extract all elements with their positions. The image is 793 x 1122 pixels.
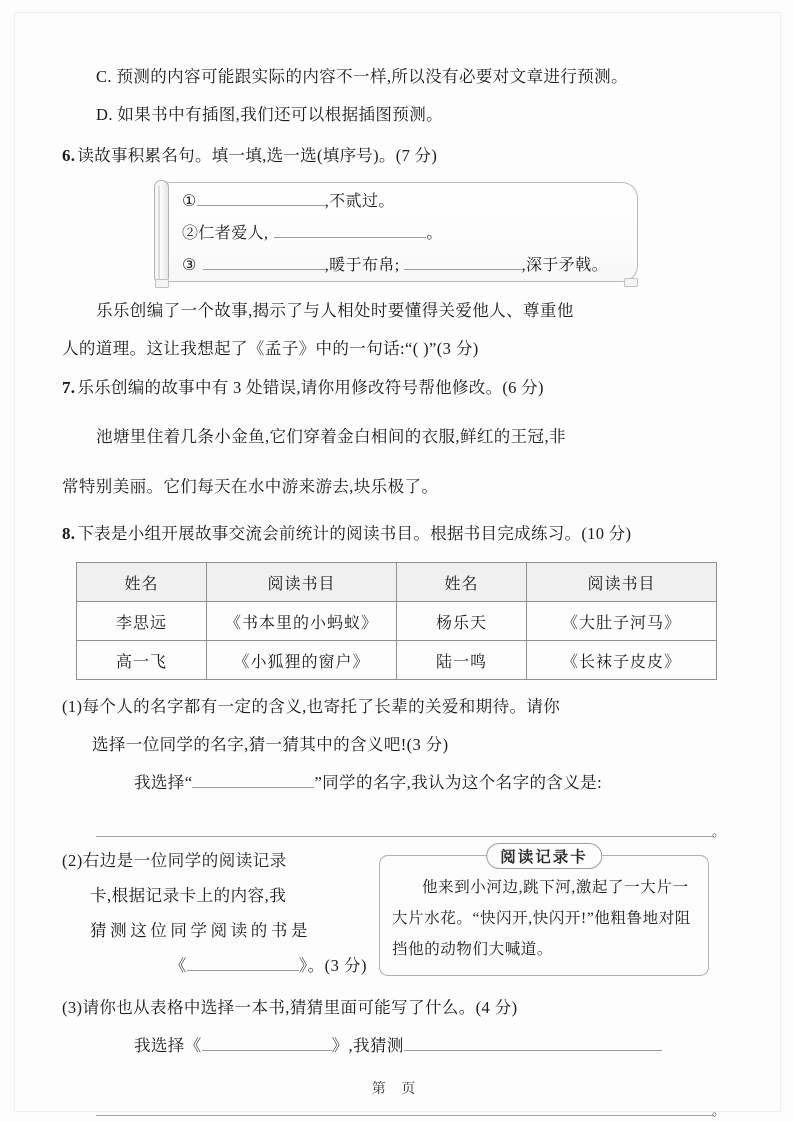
scroll-item-2 bbox=[182, 218, 626, 250]
question-6-paragraph-line-2: 人的道理。这让我想起了《孟子》中的一句话:“( )”(3 分) bbox=[62, 339, 479, 358]
scroll-foot-right bbox=[624, 278, 638, 287]
question-8-3-guess-blank[interactable] bbox=[404, 1033, 662, 1051]
question-6-number: 6. bbox=[62, 146, 76, 165]
table-cell-book: 《小狐狸的窗户》 bbox=[207, 641, 397, 680]
reading-record-card-text: 他来到小河边,跳下河,激起了一大片一大片水花。“快闪开,快闪开!”他粗鲁地对阻挡他的动物们大喊道。 bbox=[392, 879, 691, 958]
scroll-foot-left bbox=[155, 279, 169, 288]
scroll-item-2-head: 仁者爱人, bbox=[198, 225, 269, 242]
table-row bbox=[77, 602, 717, 641]
table-header-cell: 姓名 bbox=[397, 563, 527, 602]
question-6-paragraph-line-1: 乐乐创编了一个故事,揭示了与人相处时要懂得关爱他人、尊重他 bbox=[96, 301, 574, 320]
scroll-item-3-blank-a[interactable] bbox=[203, 252, 325, 270]
question-8-3-book-blank[interactable] bbox=[202, 1033, 332, 1051]
scroll-item-3-marker: ③ bbox=[182, 257, 197, 274]
table-cell-book: 《大肚子河马》 bbox=[527, 602, 717, 641]
question-8-2-block bbox=[62, 843, 734, 983]
option-d: D. 如果书中有插图,我们还可以根据插图预测。 bbox=[96, 105, 443, 124]
question-8-1-line-2: 选择一位同学的名字,猜一猜其中的含义吧!(3 分) bbox=[92, 735, 449, 754]
question-8-2-bracket-open: 《 bbox=[169, 956, 187, 975]
table-header-row bbox=[77, 563, 717, 602]
maxim-scroll-box bbox=[148, 180, 640, 284]
table-cell-book: 《书本里的小蚂蚁》 bbox=[207, 602, 397, 641]
page-footer: 第 页 bbox=[371, 1082, 422, 1097]
reading-list-table bbox=[76, 562, 717, 680]
question-8-2-book-blank[interactable] bbox=[187, 953, 299, 971]
question-8-3-period: 。 bbox=[711, 1103, 725, 1118]
question-7-stem: 乐乐创编的故事中有 3 处错误,请你用修改符号帮他修改。(6 分) bbox=[77, 378, 544, 397]
question-8-1-name-blank[interactable] bbox=[192, 770, 314, 788]
question-8-stem-row bbox=[62, 516, 734, 552]
scroll-item-1-blank[interactable] bbox=[197, 188, 325, 206]
question-8-3-answer-row bbox=[62, 1027, 734, 1065]
scroll-item-3-blank-b[interactable] bbox=[404, 252, 522, 270]
question-8-number: 8. bbox=[62, 524, 76, 543]
question-7-text-line-1: 池塘里住着几条小金鱼,它们穿着金白相间的衣服,鲜红的王冠,非 bbox=[96, 427, 566, 446]
reading-record-card bbox=[379, 849, 709, 976]
question-8-2-line-3: 猜测这位同学阅读的书是 bbox=[90, 921, 312, 940]
table-cell-name: 杨乐天 bbox=[397, 602, 527, 641]
table-cell-name: 高一飞 bbox=[77, 641, 207, 680]
scroll-item-1 bbox=[182, 186, 626, 218]
option-c: C. 预测的内容可能跟实际的内容不一样,所以没有必要对文章进行预测。 bbox=[96, 67, 628, 86]
question-8-1-line-1: (1)每个人的名字都有一定的含义,也寄托了长辈的关爱和期待。请你 bbox=[62, 697, 561, 716]
scroll-item-3-mid: ,暖于布帛; bbox=[324, 257, 400, 274]
scroll-item-1-tail: ,不贰过。 bbox=[324, 193, 395, 210]
question-8-2-answer-tail: 》。(3 分) bbox=[298, 956, 367, 975]
table-row bbox=[77, 641, 717, 680]
question-8-3-line-1: (3)请你也从表格中选择一本书,猜猜里面可能写了什么。(4 分) bbox=[62, 998, 518, 1017]
question-6-stem: 读故事积累名句。填一填,选一选(填序号)。(7 分) bbox=[77, 146, 438, 165]
table-header-cell: 阅读书目 bbox=[207, 563, 397, 602]
question-8-2-line-2: 卡,根据记录卡上的内容,我 bbox=[90, 886, 287, 905]
question-8-3-answer-head: 我选择《 bbox=[134, 1036, 202, 1055]
question-6-stem-row bbox=[62, 138, 734, 174]
question-8-2-line-1: (2)右边是一位同学的阅读记录 bbox=[62, 851, 287, 870]
question-8-2-text bbox=[62, 843, 367, 983]
question-8-1-answer-mid: ”同学的名字,我认为这个名字的含义是: bbox=[314, 773, 603, 792]
question-8-2-answer-row bbox=[62, 948, 367, 983]
question-8-1-answer-row bbox=[62, 764, 734, 802]
question-8-1-answer-rule[interactable] bbox=[96, 802, 725, 839]
table-header-cell: 姓名 bbox=[77, 563, 207, 602]
question-8-1-answer-head: 我选择“ bbox=[134, 773, 193, 792]
scroll-item-3 bbox=[182, 250, 626, 282]
question-8-1-period: 。 bbox=[711, 824, 725, 839]
scroll-item-2-marker: ② bbox=[182, 225, 199, 242]
question-7-text-line-2: 常特别美丽。它们每天在水中游来游去,块乐极了。 bbox=[62, 477, 439, 496]
table-cell-name: 陆一鸣 bbox=[397, 641, 527, 680]
page-content bbox=[62, 58, 734, 1116]
scroll-item-2-blank[interactable] bbox=[274, 220, 426, 238]
table-header-cell: 阅读书目 bbox=[527, 563, 717, 602]
scroll-items bbox=[182, 186, 626, 282]
table-cell-name: 李思远 bbox=[77, 602, 207, 641]
question-8-3-answer-mid: 》,我猜测 bbox=[331, 1036, 404, 1055]
table-cell-book: 《长袜子皮皮》 bbox=[527, 641, 717, 680]
scroll-item-3-tail: ,深于矛戟。 bbox=[521, 257, 609, 274]
scroll-item-1-marker: ① bbox=[182, 193, 197, 210]
question-7-number: 7. bbox=[62, 378, 76, 397]
scroll-item-2-tail: 。 bbox=[426, 225, 443, 242]
scroll-roller bbox=[154, 180, 169, 284]
question-8-stem: 下表是小组开展故事交流会前统计的阅读书目。根据书目完成练习。(10 分) bbox=[77, 524, 632, 543]
question-7-stem-row bbox=[62, 370, 734, 406]
reading-record-card-title: 阅读记录卡 bbox=[486, 843, 602, 869]
